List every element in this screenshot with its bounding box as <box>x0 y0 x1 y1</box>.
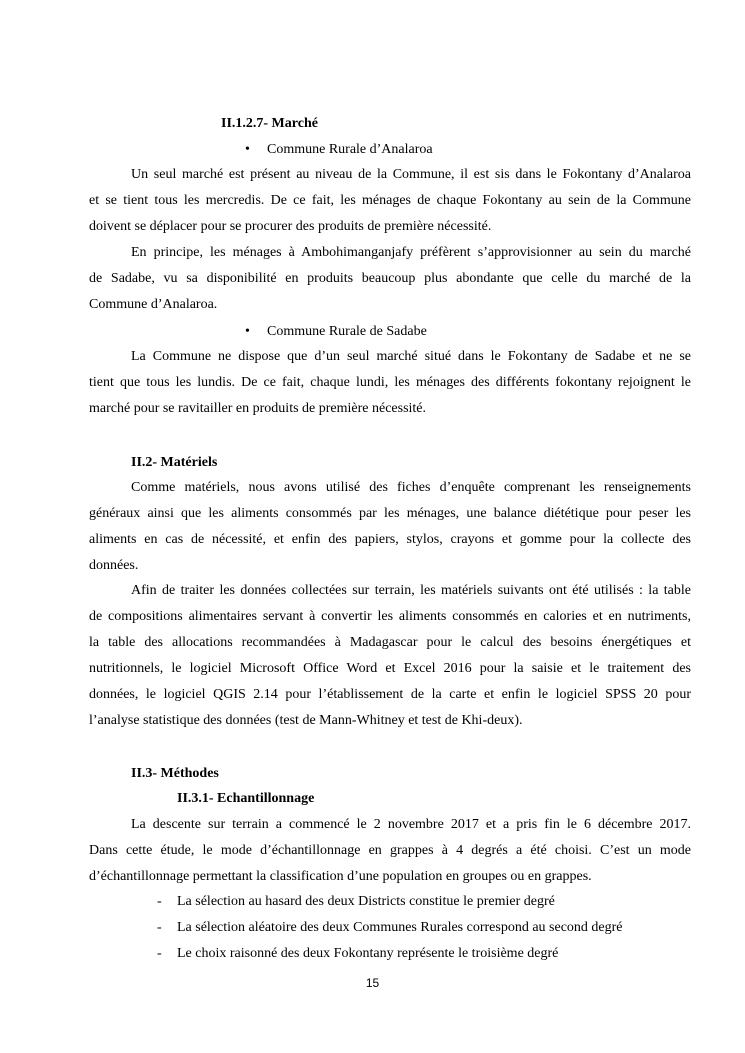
dash-bullet-icon: - <box>157 894 162 909</box>
paragraph-line: tient que tous les lundis. De ce fait, chaque lundi, les ménages des différents fokontany rejoignent le <box>89 375 691 390</box>
paragraph-line: données, le logiciel QGIS 2.14 pour l’établissement de la carte et enfin le logiciel SPSS 20 pour <box>89 687 691 702</box>
paragraph-line: nutritionnels, le logiciel Microsoft Office Word et Excel 2016 pour la saisie et le traitement des <box>89 661 691 676</box>
subsection-heading-echantillonnage: II.3.1- Echantillonnage <box>177 791 315 806</box>
list-item: Le choix raisonné des deux Fokontany représente le troisième degré <box>177 946 559 961</box>
page-number: 15 <box>365 976 380 990</box>
dash-bullet-icon: - <box>157 946 162 961</box>
paragraph-line: Dans cette étude, le mode d’échantillonnage en grappes à 4 degrés a été choisi. C’est un mode <box>89 843 691 858</box>
paragraph-line: généraux ainsi que les aliments consommés par les ménages, une balance diététique pour peser les <box>89 506 691 521</box>
paragraph-line: de compositions alimentaires servant à convertir les aliments consommés en calories et en nutriments, <box>89 609 691 624</box>
paragraph-line: Comme matériels, nous avons utilisé des fiches d’enquête comprenant les renseignements <box>131 480 691 495</box>
paragraph-line: de Sadabe, vu sa disponibilité en produits beaucoup plus abondante que celle du marché de la <box>89 271 691 286</box>
paragraph-line: La Commune ne dispose que d’un seul marché situé dans le Fokontany de Sadabe et ne se <box>131 349 691 364</box>
paragraph-line: données. <box>89 558 139 573</box>
bullet-icon: • <box>245 324 250 339</box>
paragraph-line: Afin de traiter les données collectées sur terrain, les matériels suivants ont été utilisés : la table <box>131 583 691 598</box>
section-heading-materiels: II.2- Matériels <box>131 455 218 470</box>
bullet-icon: • <box>245 142 250 157</box>
bullet-commune-sadabe: Commune Rurale de Sadabe <box>267 324 427 339</box>
paragraph-line: l’analyse statistique des données (test de Mann-Whitney et test de Khi-deux). <box>89 713 523 728</box>
paragraph-line: la table des allocations recommandées à Madagascar pour le calcul des besoins énergétiques et <box>89 635 691 650</box>
paragraph-line: d’échantillonnage permettant la classification d’une population en groupes ou en grappes. <box>89 869 592 884</box>
paragraph-line: La descente sur terrain a commencé le 2 novembre 2017 et a pris fin le 6 décembre 2017. <box>131 817 691 832</box>
list-item: La sélection au hasard des deux Districts constitue le premier degré <box>177 894 555 909</box>
paragraph-line: marché pour se ravitailler en produits de première nécessité. <box>89 401 427 416</box>
paragraph-line: doivent se déplacer pour se procurer des produits de première nécessité. <box>89 219 492 234</box>
paragraph-line: et se tient tous les mercredis. De ce fait, les ménages de chaque Fokontany au sein de la Commune <box>89 193 691 208</box>
section-heading-marche: II.1.2.7- Marché <box>221 116 318 131</box>
paragraph-line: Commune d’Analaroa. <box>89 297 218 312</box>
list-item: La sélection aléatoire des deux Communes Rurales correspond au second degré <box>177 920 623 935</box>
section-heading-methodes: II.3- Méthodes <box>131 766 219 781</box>
paragraph-line: En principe, les ménages à Ambohimanganjafy préfèrent s’approvisionner au sein du marché <box>131 245 691 260</box>
paragraph-line: aliments en cas de nécessité, et enfin des papiers, stylos, crayons et gomme pour la collecte des <box>89 532 691 547</box>
bullet-commune-analaroa: Commune Rurale d’Analaroa <box>267 142 433 157</box>
paragraph-line: Un seul marché est présent au niveau de la Commune, il est sis dans le Fokontany d’Analaroa <box>131 167 691 182</box>
dash-bullet-icon: - <box>157 920 162 935</box>
